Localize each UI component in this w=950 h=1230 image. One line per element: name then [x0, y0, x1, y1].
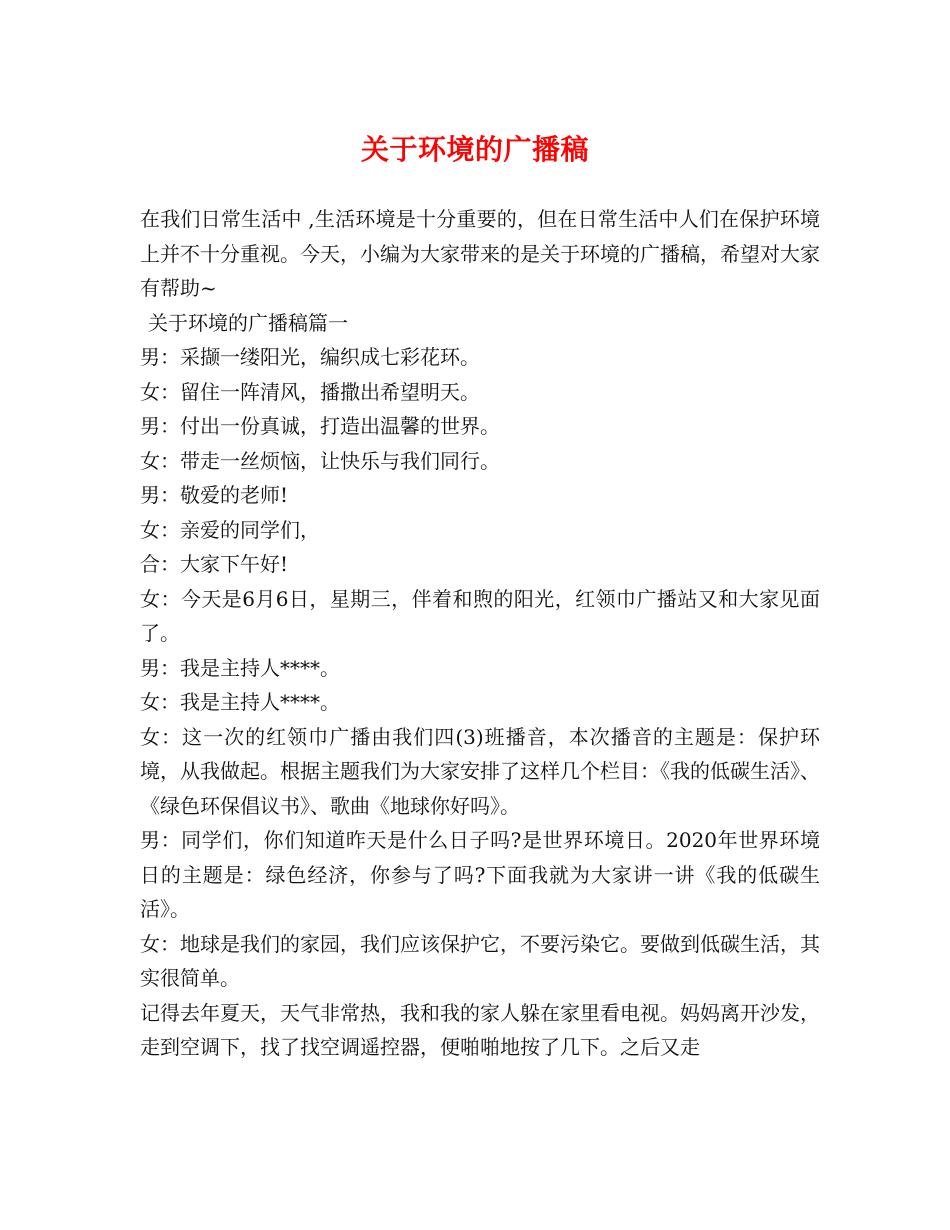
document-body — [140, 202, 820, 1065]
script-line: 男：采撷一缕阳光，编织成七彩花环。 — [140, 345, 480, 369]
script-line: 男：付出一份真诚，打造出温馨的世界。 — [140, 414, 500, 438]
script-line: 女：我是主持人****。 — [140, 690, 340, 714]
script-line: 合：大家下午好! — [140, 552, 289, 576]
section-heading: 关于环境的广播稿篇一 — [148, 310, 348, 335]
script-line: 男：我是主持人****。 — [140, 655, 340, 680]
story-paragraph: 记得去年夏天，天气非常热，我和我的家人躲在家里看电视。妈妈离开沙发，走到空调下，找了找空调遥控器，便啪啪地按了几下。之后又走 — [140, 1000, 820, 1059]
script-line: 女：带走一丝烦恼，让快乐与我们同行。 — [140, 448, 500, 473]
script-line: 女：留住一阵清风，播撒出希望明天。 — [140, 379, 480, 404]
script-line: 女：亲爱的同学们， — [140, 517, 320, 542]
script-line: 女：今天是6月6日，星期三，伴着和煦的阳光，红领巾广播站又和大家见面了。 — [140, 586, 820, 645]
document-title: 关于环境的广播稿 — [360, 133, 589, 166]
script-line: 女：这一次的红领巾广播由我们四(3)班播音，本次播音的主题是：保护环境，从我做起。根据主题我们为大家安排了这样几个栏目：《我的低碳生活》、《绿色环保倡议书》、歌曲《地球你好吗》。 — [140, 724, 820, 818]
script-line: 女：地球是我们的家园，我们应该保护它，不要污染它。要做到低碳生活，其实很简单。 — [140, 931, 820, 990]
intro-paragraph: 在我们日常生活中 ,生活环境是十分重要的，但在日常生活中人们在保护环境上并不十分重视。今天，小编为大家带来的是关于环境的广播稿，希望对大家有帮助~ — [140, 207, 820, 300]
script-line: 男：同学们，你们知道昨天是什么日子吗?是世界环境日。2020年世界环境日的主题是：绿色经济，你参与了吗?下面我就为大家讲一讲《我的低碳生活》。 — [140, 828, 820, 921]
script-line: 男：敬爱的老师! — [140, 483, 289, 507]
